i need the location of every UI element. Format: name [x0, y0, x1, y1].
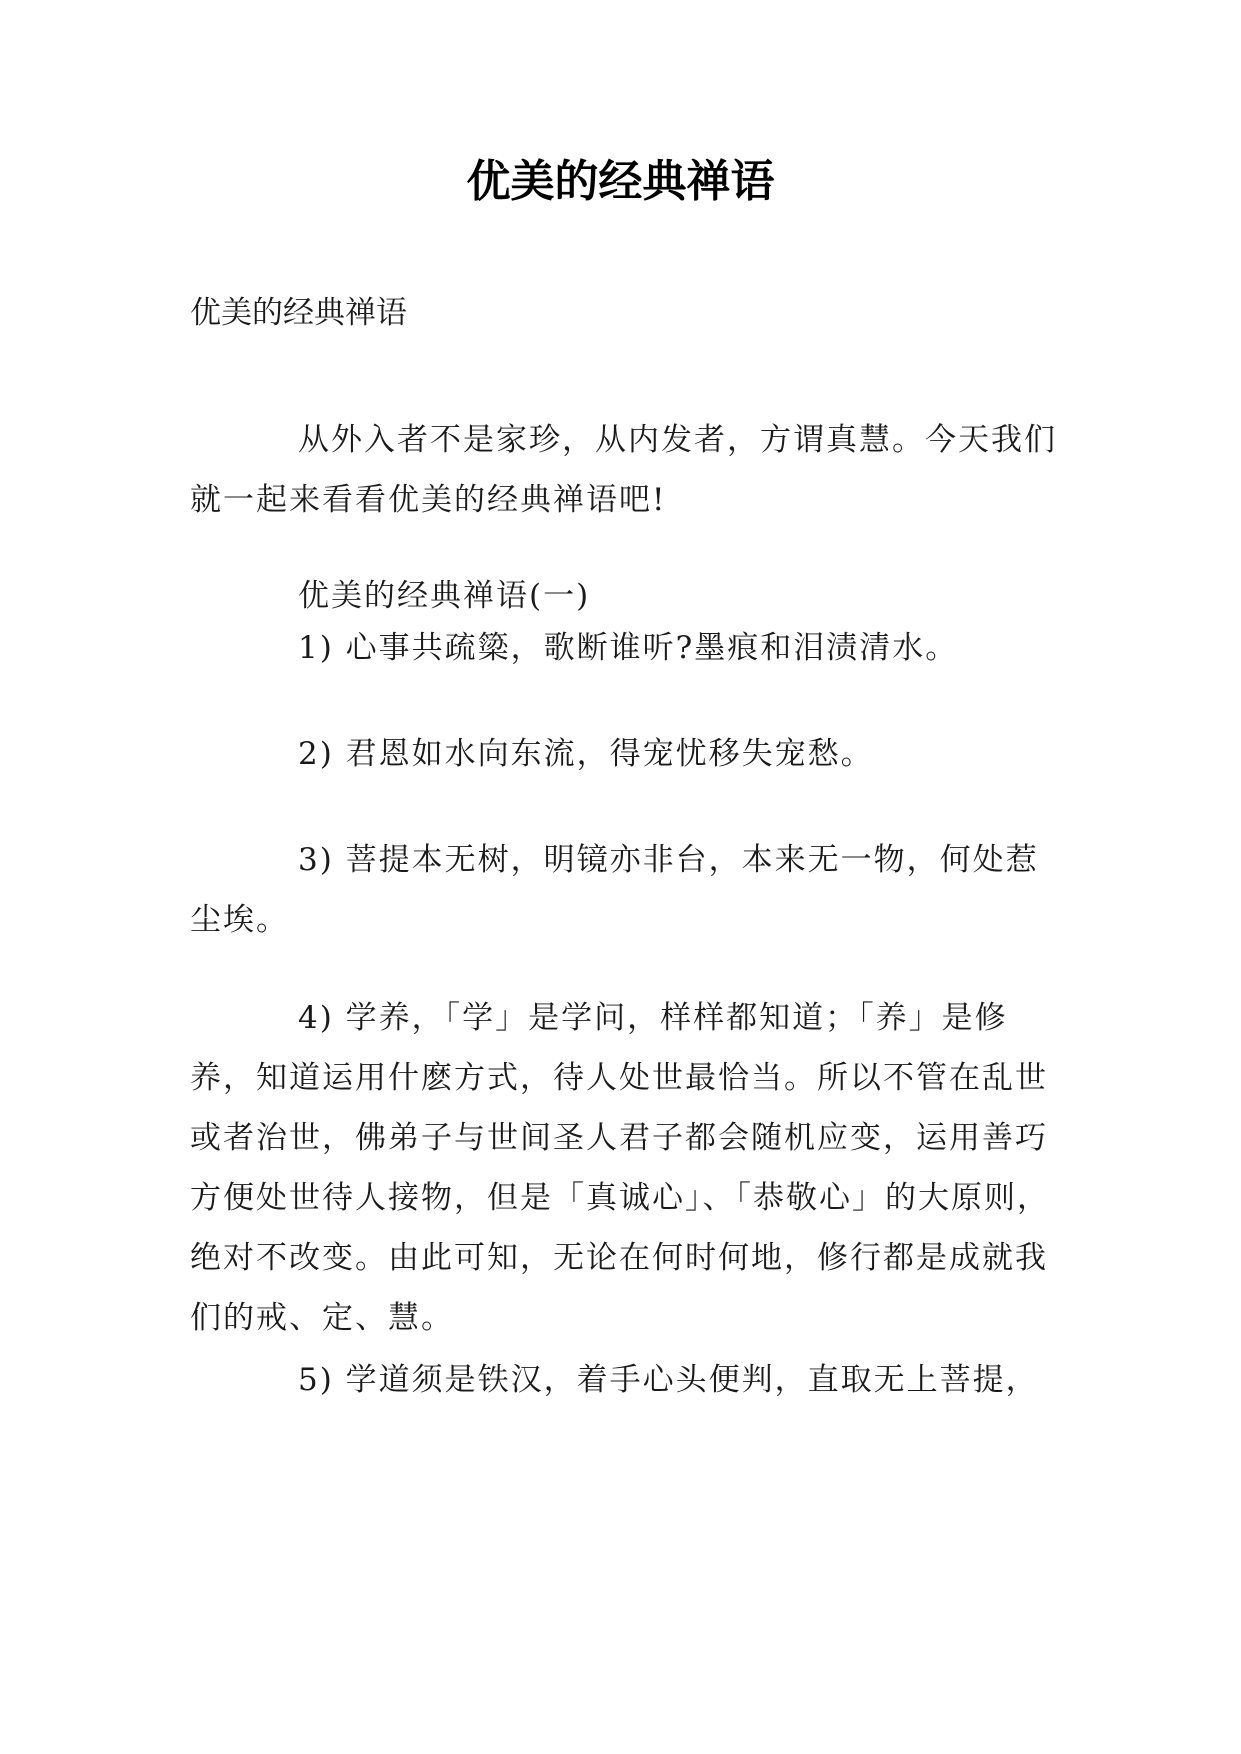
document-title: 优美的经典禅语 — [466, 156, 775, 207]
quote-item-4: 4) 学养，「学」是学问，样样都知道；「养」是修养，知道运用什麽方式，待人处世最恰当。所以不管在乱世或者治世，佛弟子与世间圣人君子都会随机应变，运用善巧方便处世待人接物，但是「真诚心」、「恭敬心」的大原则，绝对不改变。由此可知，无论在何时何地，修行都是成就我们的戒、定、慧。 — [190, 1000, 1050, 1336]
quote-item-5: 5) 学道须是铁汉，着手心头便判，直取无上菩提， — [298, 1362, 1039, 1398]
quote-item-2: 2) 君恩如水向东流，得宠忧移失宠愁。 — [298, 736, 874, 772]
intro-paragraph: 从外入者不是家珍，从内发者，方谓真慧。今天我们就一起来看看优美的经典禅语吧! — [190, 422, 1057, 518]
section-heading: 优美的经典禅语(一) — [298, 578, 591, 614]
quote-item-1: 1) 心事共疏簗，歌断谁听?墨痕和泪渍清水。 — [298, 630, 959, 666]
document-subtitle: 优美的经典禅语 — [190, 295, 407, 331]
quote-item-3: 3) 菩提本无树，明镜亦非台，本来无一物，何处惹尘埃。 — [190, 842, 1039, 938]
